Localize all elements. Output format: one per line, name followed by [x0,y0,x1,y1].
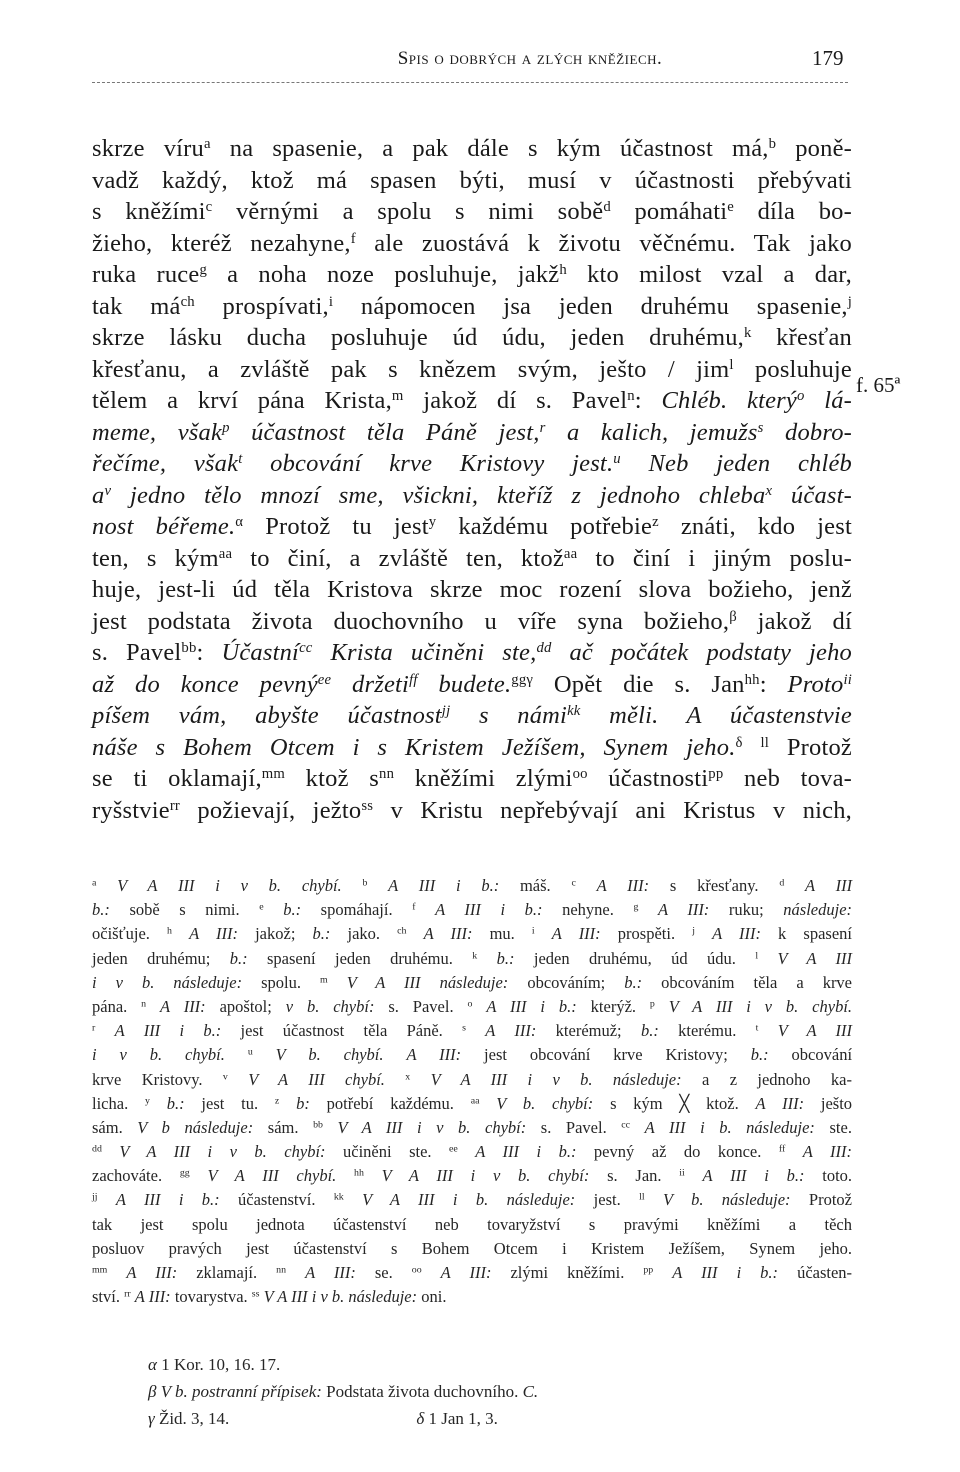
text-line: tak $má^{ch}$ prospívati,$^i$ nápomocen jsa jeden druhému spasenie,$^j$ [92,292,853,320]
footnote-line: posluov pravých jest účastenství s Bohem Otcem i Kristem Ježíšem, Synem jeho. [92,1238,852,1258]
footnote-line: b.: sobě s nimi. $^e$ b.: spomáhají. $^f$ A III i b.: nehyne. $^g$ A III: ruku; následuje: [92,900,853,920]
footnote-line: $^a$ V A III i v b. chybí. $^b$ A III i b.: máš. $^c$ A III: s křesťany. $^d$ A III [92,876,853,895]
footnote-line: $^{mm}$ A III: zklamají. $^{nn}$ A III: se. $^{oo}$ A III: zlými kněžími. $^{pp}$ A III i b.: účasten- [92,1263,853,1282]
text-line: se ti oklamají,$^{mm}$ ktož $s^{nn}$ kněžími zlými$^{oo}$ účastnosti$^{pp}$ neb tova- [92,765,853,792]
text-line: tělem a krví pána Krista,$^m$ jakož dí s. Pavel$^n$: Chléb. který$^o$ lá- [92,387,853,414]
source-note-line: γ Žid. 3, 14. δ 1 Jan 1, 3. [148,1409,498,1428]
text-line: nost béřeme.$^\alpha$ Protož tu jest$^y$ každému potřebie$^z$ znáti, kdo jest [92,513,852,540]
text-line: žieho, kteréž nezahyne,$^f$ ale zuostává k životu věčnému. Tak jako [92,229,852,257]
footnote-line: jeden druhému; b.: spasení jeden druhému. $^k$ b.: jeden druhému, úd údu. $^l$ V A III [92,948,852,968]
footnote-line: tak jest spolu jednota účastenství neb tovaryžství s pravými kněžími a těch [92,1214,852,1234]
footnote-line: $^{dd}$ V A III i v b. chybí: učiněni ste. $^{ee}$ A III i b.: pevný až do konce. $^{ff}$ A III: [92,1142,853,1162]
header-rule [92,82,848,83]
footnote-line: očišťuje. $^h$ A III: jakož; b.: jako. $^{ch}$ A III: mu. $^i$ A III: prospěti. $^j$ A III: k spasení [92,924,852,944]
text-line: vadž každý, ktož má spasen býti, musí v účastnosti přebývati [92,166,852,194]
text-line: křesťanu, a zvláště pak s knězem svým, ješto / jim$^l$ posluhuje [92,355,852,383]
text-line: ruka ruce$^g$ a noha noze posluhuje, jakž$^h$ kto milost vzal a dar, [92,261,852,288]
footnote-line: $^{jj}$ A III i b.: účastenství. $^{kk}$ V A III i b. následuje: jest. $^{ll}$ V b. následuje: Protož [92,1190,852,1210]
text-line: píšem vám, abyšte účastnost$^{jj}$ s námi$^{kk}$ měli. A účastenstvie [92,702,852,729]
text-line: huje, jest-li úd těla Kristova skrze moc rození slova božieho, jenž [92,576,852,603]
text-line: až do konce pevný$^{ee}$ držeti$^{ff}$ budete.$^{gg\gamma}$ Opět die s. Jan$^{hh}$: Proto$^{ii}$ [92,670,852,698]
text-line: náše s Bohem Otcem i s Kristem Ježíšem, Synem jeho.$^\delta$ $^{ll}$ Protož [92,733,852,761]
footnote-line: krve Kristovy. $^v$ V A III chybí. $^x$ V A III i v b. následuje: a z jednoho ka- [92,1069,852,1089]
footnote-line: sám. V b následuje: sám. $^{bb}$ V A III i v b. chybí: s. Pavel. $^{cc}$ A III i b. následuje: ste. [92,1117,852,1137]
text-line: ten, s kým$^{aa}$ to činí, a zvláště ten, ktož$^{aa}$ to činí i jiným poslu- [92,544,853,572]
text-line: $a^v$ jedno tělo mnozí sme, všickni, kteříž z jednoho chleba$^x$ účast- [92,481,852,509]
text-line: s. Pavel$^{bb}$: Účastní$^{cc}$ Krista učiněni ste,$^{dd}$ ač počátek podstaty jeho [92,639,852,666]
main-text [92,133,852,826]
footnote-line: $^r$ A III i b.: jest účastnost těla Páně. $^s$ A III: kterémuž; b.: kterému. $^t$ V A III [92,1021,853,1041]
footnote-line: i v b. chybí. $^u$ V b. chybí. A III: jest obcování krve Kristovy; b.: obcování [92,1045,853,1065]
text-line: meme, však$^p$ účastnost těla Páně jest,$^r$ a kalich, jemužs$^s$ dobro- [92,418,853,446]
footnote-line: pána. $^n$ A III: apoštol; v b. chybí: s. Pavel. $^o$ A III i b.: kterýž. $^p$ V A III i v b. chybí. [92,996,853,1016]
footnote-line: licha. $^y$ b.: jest tu. $^z$ b: potřebí každému. $^{aa}$ V b. chybí: s kým ╳ ktož. A III: ješto [92,1093,853,1113]
footnote-line: ství. $^{rr}$ A III: tovarystva. $^{ss}$ V A III i v b. následuje: oni. [92,1287,447,1307]
text-line: ryšstvie$^{rr}$ požievají, ježto$^{ss}$ v Kristu nepřebývají ani Kristus v nich, [92,796,853,824]
critical-apparatus [92,874,852,1309]
text-line: řečíme, však$^t$ obcování krve Kristovy jest.$^u$ Neb jeden chléb [92,450,853,477]
footnote-line: zachováte. $^{gg}$ V A III chybí. $^{hh}$ V A III i v b. chybí: s. Jan. $^{ii}$ A III i b.: toto. [92,1166,853,1186]
text-line: s kněžími$^c$ věrnými a spolu s nimi sobě$^d$ pomáhati$^e$ díla bo- [92,198,852,225]
page-number: 179 [812,46,844,70]
text-line: skrze lásku ducha posluhuje úd údu, jeden druhému,$^k$ křesťan [92,324,852,351]
text-line: jest podstata života duochovního u víře syna božieho,$^\beta$ jakož dí [92,607,852,635]
source-note-line: β V b. postranní přípisek: Podstata života duchovního. C. [148,1382,539,1401]
text-line: skrze víru$^a$ na spasenie, a pak dále s kým účastnost má,$^b$ poně- [92,135,852,162]
margin-folio-note: f. 65ª [856,373,901,397]
footnote-line: i v b. následuje: spolu. $^m$ V A III následuje: obcováním; b.: obcováním těla a krve [92,972,853,992]
source-notes [148,1351,668,1432]
running-head: Spis o dobrých a zlých kněžiech. [397,48,663,69]
source-note-line: α 1 Kor. 10, 16. 17. [148,1355,281,1374]
